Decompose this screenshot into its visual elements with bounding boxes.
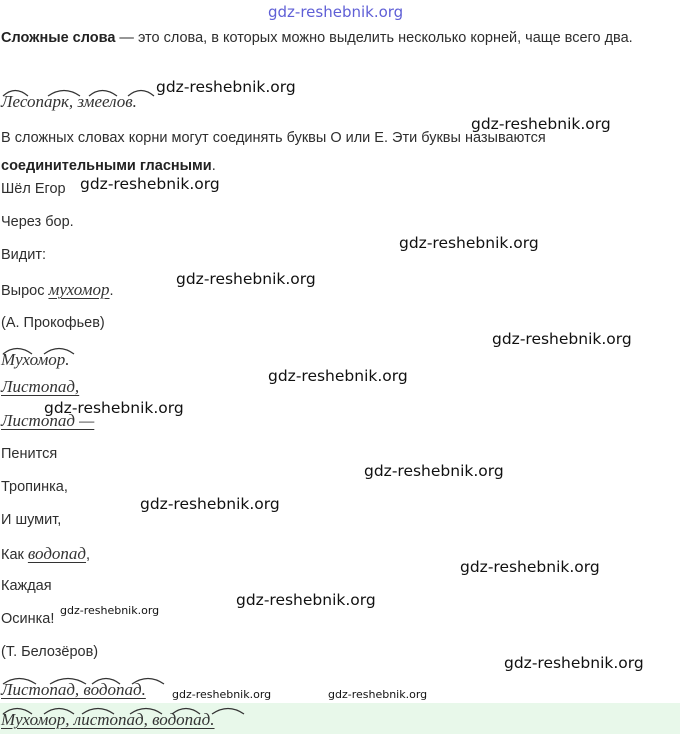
connectors-term: соединительными гласными bbox=[1, 158, 212, 174]
watermark: gdz-reshebnik.org bbox=[268, 367, 408, 385]
connectors-end: . bbox=[211, 158, 216, 174]
poem1-line4 bbox=[1, 280, 114, 300]
definition-text: — это слова, в которых можно выделить несколько корней, чаще всего два. bbox=[115, 30, 633, 46]
watermark: gdz-reshebnik.org bbox=[176, 270, 316, 288]
poem1-line4-prefix: Вырос bbox=[1, 283, 49, 299]
watermark: gdz-reshebnik.org bbox=[80, 175, 220, 193]
poem2-line4-suffix: , bbox=[86, 547, 91, 563]
analysis-word-listopad: Листопад, bbox=[1, 377, 80, 396]
connectors-paragraph bbox=[1, 124, 677, 180]
poem2-line2: Тропинка, bbox=[1, 479, 68, 495]
poem1-line4-suffix: . bbox=[109, 283, 114, 299]
watermark: gdz-reshebnik.org bbox=[156, 78, 296, 96]
poem2-line3: И шумит, bbox=[1, 512, 62, 528]
watermark: gdz-reshebnik.org bbox=[44, 399, 184, 417]
poem2-line4 bbox=[1, 544, 90, 564]
analysis-word-mukhomor: Мухомор. bbox=[1, 350, 70, 369]
watermark: gdz-reshebnik.org bbox=[140, 495, 280, 513]
watermark: gdz-reshebnik.org bbox=[460, 558, 600, 576]
watermark: gdz-reshebnik.org bbox=[504, 654, 644, 672]
analysis-word-listopad-dash: Листопад — bbox=[1, 411, 95, 430]
poem1-line1: Шёл Егор bbox=[1, 181, 66, 197]
poem1-compound-word: мухомор bbox=[48, 280, 110, 299]
watermark-small: gdz-reshebnik.org bbox=[60, 604, 160, 617]
poem2-line6: Осинка! bbox=[1, 611, 55, 627]
watermark: gdz-reshebnik.org bbox=[399, 234, 539, 252]
watermark-top: gdz-reshebnik.org bbox=[268, 3, 404, 21]
watermark: gdz-reshebnik.org bbox=[471, 115, 611, 133]
poem1-line2: Через бор. bbox=[1, 214, 74, 230]
poem2-compound-word: водопад bbox=[27, 544, 87, 563]
example-compound-words: Лесопарк, змеелов. bbox=[1, 92, 137, 111]
poem2-line4-prefix: Как bbox=[1, 547, 28, 563]
poem2-line1: Пенится bbox=[1, 446, 58, 462]
watermark-small: gdz-reshebnik.org bbox=[172, 688, 272, 701]
watermark: gdz-reshebnik.org bbox=[364, 462, 504, 480]
definition-term: Сложные слова bbox=[1, 30, 116, 46]
watermark-small: gdz-reshebnik.org bbox=[328, 688, 428, 701]
poem2-line5: Каждая bbox=[1, 578, 52, 594]
watermark: gdz-reshebnik.org bbox=[492, 330, 632, 348]
answer-line-2: Мухомор, листопад, водопад. bbox=[1, 710, 215, 729]
answer-line-1: Листопад, водопад. bbox=[1, 680, 146, 699]
poem1-line3: Видит: bbox=[1, 247, 47, 263]
watermark: gdz-reshebnik.org bbox=[236, 591, 376, 609]
poem2-author: (Т. Белозёров) bbox=[1, 644, 99, 660]
connectors-text: В сложных словах корни могут соединять буквы О или Е. Эти буквы называются bbox=[1, 130, 546, 146]
poem1-author: (А. Прокофьев) bbox=[1, 315, 105, 331]
definition-paragraph bbox=[1, 24, 677, 52]
